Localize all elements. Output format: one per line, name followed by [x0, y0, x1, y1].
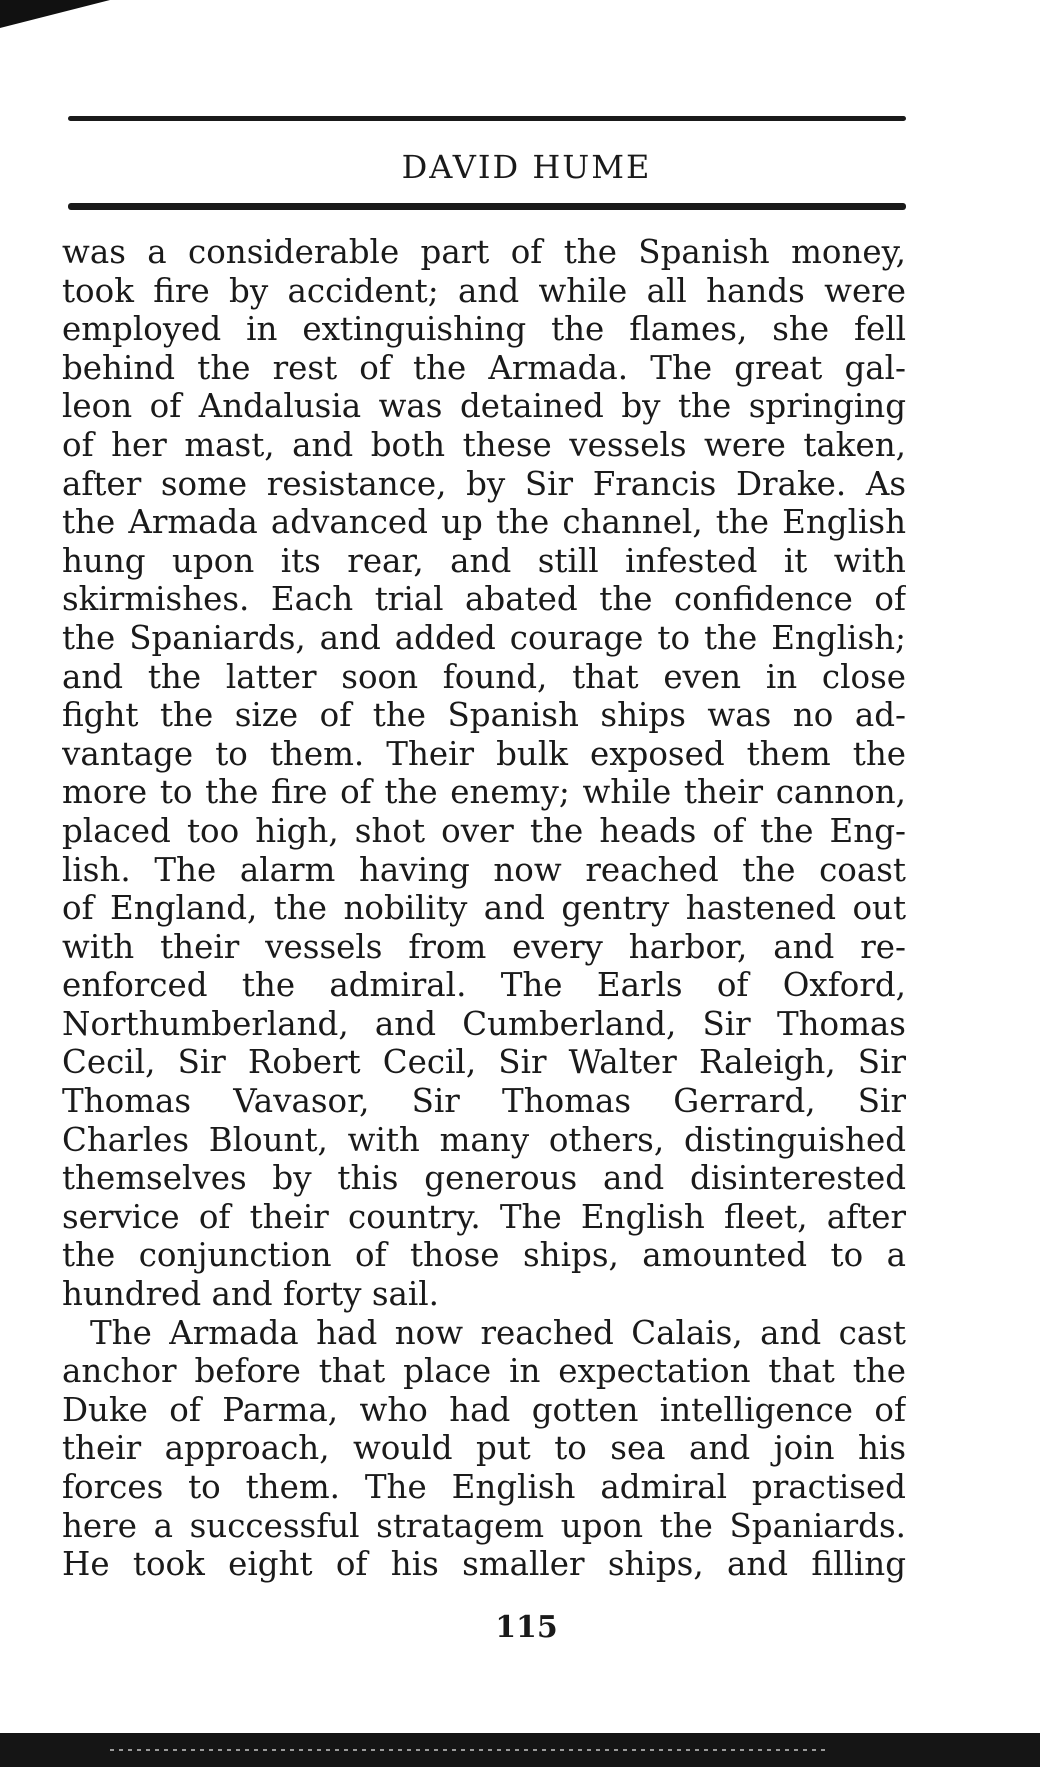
- bottom-scan-edge: [0, 1733, 1040, 1767]
- text-line: service of their country. The English fleet, after: [62, 1197, 906, 1236]
- text-line: the Armada advanced up the channel, the English: [62, 503, 906, 542]
- text-line: The Armada had now reached Calais, and cast: [90, 1313, 906, 1352]
- text-line: Duke of Parma, who had gotten intelligence of: [62, 1390, 906, 1429]
- text-line: skirmishes. Each trial abated the confidence of: [62, 580, 906, 619]
- text-line: Northumberland, and Cumberland, Sir Thomas: [62, 1004, 906, 1043]
- text-line: was a considerable part of the Spanish money,: [62, 233, 906, 271]
- text-line: He took eight of his smaller ships, and filling: [62, 1545, 906, 1584]
- scan-noise: [110, 1749, 830, 1751]
- text-line: of her mast, and both these vessels were taken,: [62, 425, 906, 464]
- corner-scan-mark: [0, 0, 110, 28]
- running-header: DAVID HUME: [401, 148, 652, 186]
- paragraph-2: [62, 1314, 906, 1584]
- text-line: hundred and forty sail.: [62, 1275, 440, 1314]
- text-line: after some resistance, by Sir Francis Drake. As: [62, 464, 906, 503]
- text-line: behind the rest of the Armada. The great gal-: [62, 348, 906, 387]
- text-line: Cecil, Sir Robert Cecil, Sir Walter Raleigh, Sir: [62, 1043, 906, 1082]
- text-line: leon of Andalusia was detained by the springing: [62, 387, 906, 426]
- text-line: placed too high, shot over the heads of the Eng-: [62, 811, 906, 850]
- text-line: themselves by this generous and disinterested: [62, 1159, 906, 1198]
- text-line: here a successful stratagem upon the Spaniards.: [62, 1506, 906, 1545]
- text-line: and the latter soon found, that even in close: [62, 657, 906, 696]
- page-body: [62, 233, 906, 1584]
- text-line: anchor before that place in expectation that the: [62, 1352, 906, 1391]
- text-line: forces to them. The English admiral practised: [62, 1468, 906, 1506]
- text-line: vantage to them. Their bulk exposed them the: [62, 734, 906, 773]
- text-line: lish. The alarm having now reached the coast: [62, 850, 906, 889]
- page-number: 115: [495, 1610, 558, 1645]
- text-line: Thomas Vavasor, Sir Thomas Gerrard, Sir: [62, 1082, 906, 1121]
- text-line: of England, the nobility and gentry hastened out: [62, 889, 906, 928]
- text-line: took fire by accident; and while all hands were: [62, 271, 906, 310]
- header-rule-top: [68, 116, 906, 121]
- text-line: Charles Blount, with many others, distinguished: [62, 1120, 906, 1159]
- header-rule-bottom: [68, 203, 906, 210]
- paragraph-1: [62, 233, 906, 1314]
- text-line: with their vessels from every harbor, and re-: [62, 927, 906, 966]
- text-line: employed in extinguishing the flames, she fell: [62, 310, 906, 349]
- text-line: the Spaniards, and added courage to the English;: [62, 618, 906, 657]
- text-line: more to the fire of the enemy; while their cannon,: [62, 773, 906, 812]
- text-line: fight the size of the Spanish ships was no ad-: [62, 696, 906, 735]
- text-line: their approach, would put to sea and join his: [62, 1429, 906, 1468]
- text-line: enforced the admiral. The Earls of Oxford,: [62, 966, 906, 1005]
- text-line: the conjunction of those ships, amounted to a: [62, 1236, 906, 1275]
- text-line: hung upon its rear, and still infested it with: [62, 541, 906, 580]
